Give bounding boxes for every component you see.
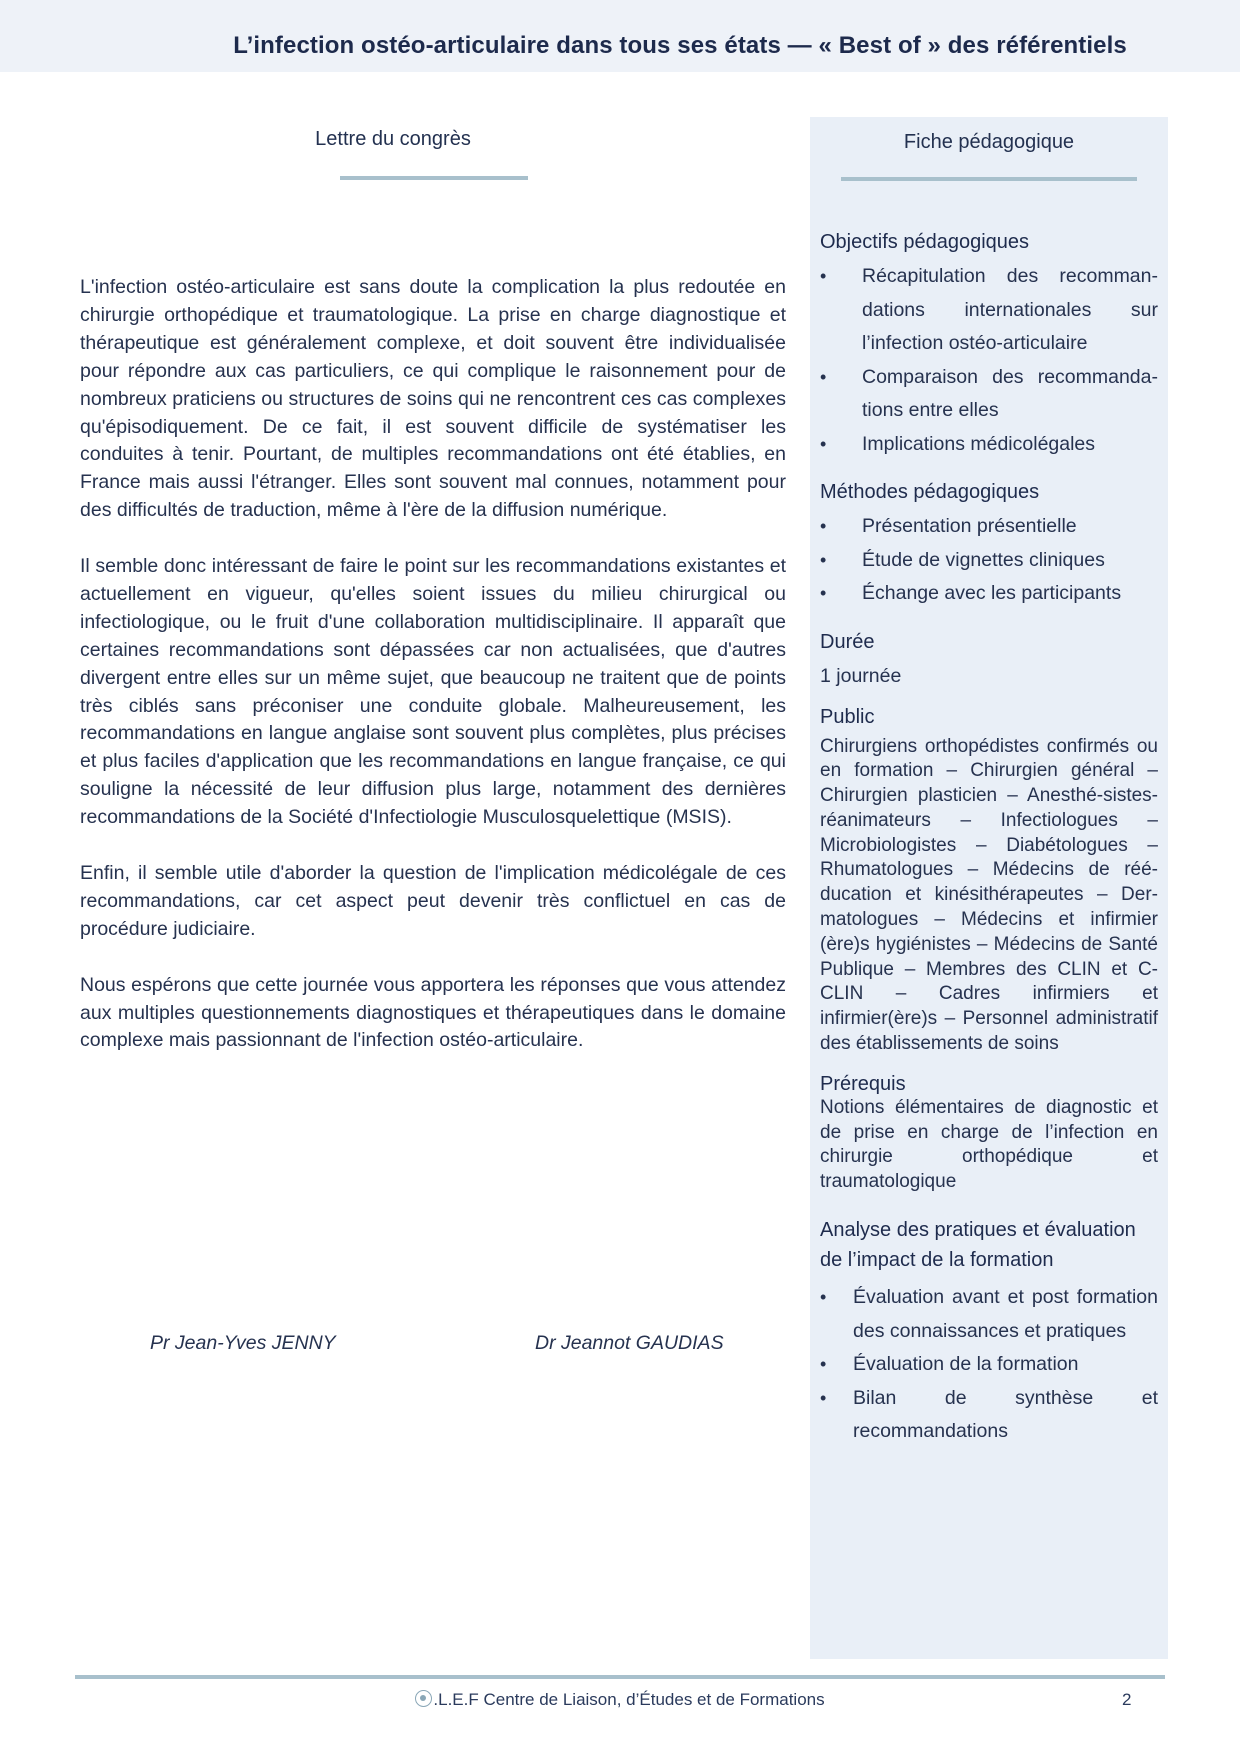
page-number: 2	[1122, 1690, 1132, 1709]
letter-title: Lettre du congrès	[315, 128, 471, 150]
analyse-heading: Analyse des pratiques et évaluation de l’impact de la formation	[820, 1219, 1136, 1272]
sidebar-title: Fiche pédagogique	[903, 131, 1075, 153]
list-item: • Étude de vignettes cliniques	[820, 544, 1158, 578]
letter-paragraph: Nous espérons que cette journée vous apportera les réponses que vous attendez aux multiples questionnements diagnostiques et thérapeutiques dans le domaine complexe mais passionnant de l'infection ostéo-articulaire.	[80, 973, 786, 1052]
list-item: • Implications médicolégales	[820, 428, 1158, 462]
objectifs-list	[820, 260, 1158, 461]
clef-logo-icon	[415, 1690, 432, 1707]
prerequis-heading: Prérequis	[820, 1072, 906, 1095]
list-item: • Bilan de synthèse et recommandations	[820, 1382, 1158, 1449]
list-item: • Évaluation de la formation	[820, 1348, 1158, 1382]
prerequis-text: Notions élémentaires de diagnostic et de prise en charge de l’infection en chirurgie orthopédique et traumatologique	[820, 1096, 1158, 1193]
letter-body	[80, 274, 786, 1083]
letter-title-underline	[340, 176, 528, 180]
analyse-list	[820, 1281, 1158, 1449]
signature-gaudias: Dr Jeannot GAUDIAS	[535, 1332, 724, 1354]
teaching-sheet-sidebar	[810, 117, 1168, 1659]
duree-value: 1 journée	[820, 664, 902, 687]
footer	[0, 1690, 1240, 1710]
duree-heading: Durée	[820, 630, 875, 653]
page-title: L’infection ostéo-articulaire dans tous ses états — « Best of » des référentiels	[233, 32, 1127, 59]
letter-paragraph: L'infection ostéo-articulaire est sans doute la complication la plus redoutée en chirurgie orthopédique et traumatologique. La prise en charge diagnostique et thérapeutique est généralement complexe, et doit souvent être individualisée pour répondre aux cas particuliers, ce qui complique le raisonnement pour de nombreux praticiens ou structures de soins qui ne rencontrent ces cas complexes qu'épisodiquement. De ce fait, il est souvent difficile de systématiser les conduites à tenir. Pourtant, de multiples recommandations ont été établies, en France mais aussi l'étranger. Elles sont souvent mal connues, notamment pour des difficultés de traduction, même à l'ère de la diffusion numérique.	[80, 276, 786, 522]
list-item: • Comparaison des recommanda-tions entre elles	[820, 361, 1158, 428]
methodes-heading: Méthodes pédagogiques	[820, 481, 1040, 503]
methodes-list	[820, 510, 1158, 611]
list-item: • Échange avec les participants	[820, 577, 1158, 611]
sidebar-title-underline	[841, 177, 1137, 181]
footer-organization: .L.E.F Centre de Liaison, d’Études et de Formations	[433, 1690, 825, 1709]
objectifs-heading: Objectifs pédagogiques	[820, 231, 1030, 253]
letter-paragraph: Enfin, il semble utile d'aborder la question de l'implication médicolégale de ces recommandations, car cet aspect peut devenir très conflictuel en cas de procédure judiciaire.	[80, 862, 786, 940]
public-text: Chirurgiens orthopédistes confirmés ou en formation – Chirurgien général – Chirurgien plasticien – Anesthé-sistes-réanimateurs – Infectiologues – Microbiologistes – Diabétologues – Rhumatologues – Médecins de réé-ducation et kinésithérapeutes – Der-matologues – Médecins et infirmier (ère)s hygiénistes – Médecins de Santé Publique – Membres des CLIN et C-CLIN – Cadres infirmiers et infirmier(ère)s – Personnel administratif des établissements de soins	[820, 735, 1158, 1055]
public-heading: Public	[820, 705, 875, 728]
list-item: • Présentation présentielle	[820, 510, 1158, 544]
sidebar-content	[820, 231, 1158, 1457]
signature-jenny: Pr Jean-Yves JENNY	[150, 1332, 336, 1354]
list-item: • Évaluation avant et post formation des connaissances et pratiques	[820, 1281, 1158, 1348]
list-item: • Récapitulation des recomman-dations internationales sur l’infection ostéo-articulaire	[820, 260, 1158, 361]
footer-divider	[75, 1675, 1165, 1679]
signatures	[80, 1332, 786, 1362]
letter-paragraph: Il semble donc intéressant de faire le point sur les recommandations existantes et actuellement en vigueur, qu'elles soient issues du milieu chirurgical ou infectiologique, ou le fruit d'une collaboration multidisciplinaire. Il apparaît que certaines recommandations sont dépassées car non actualisées, que d'autres divergent entre elles sur un même sujet, que beaucoup ne traitent que de points très ciblés sans préconiser une conduite globale. Malheureusement, les recommandations en langue anglaise sont souvent plus complètes, plus précises et plus faciles d'application que les recommandations en langue française, ce qui souligne la nécessité de leur diffusion plus large, notamment des dernières recommandations de la Société d'Infectiologie Musculosquelettique (MSIS).	[80, 555, 786, 829]
